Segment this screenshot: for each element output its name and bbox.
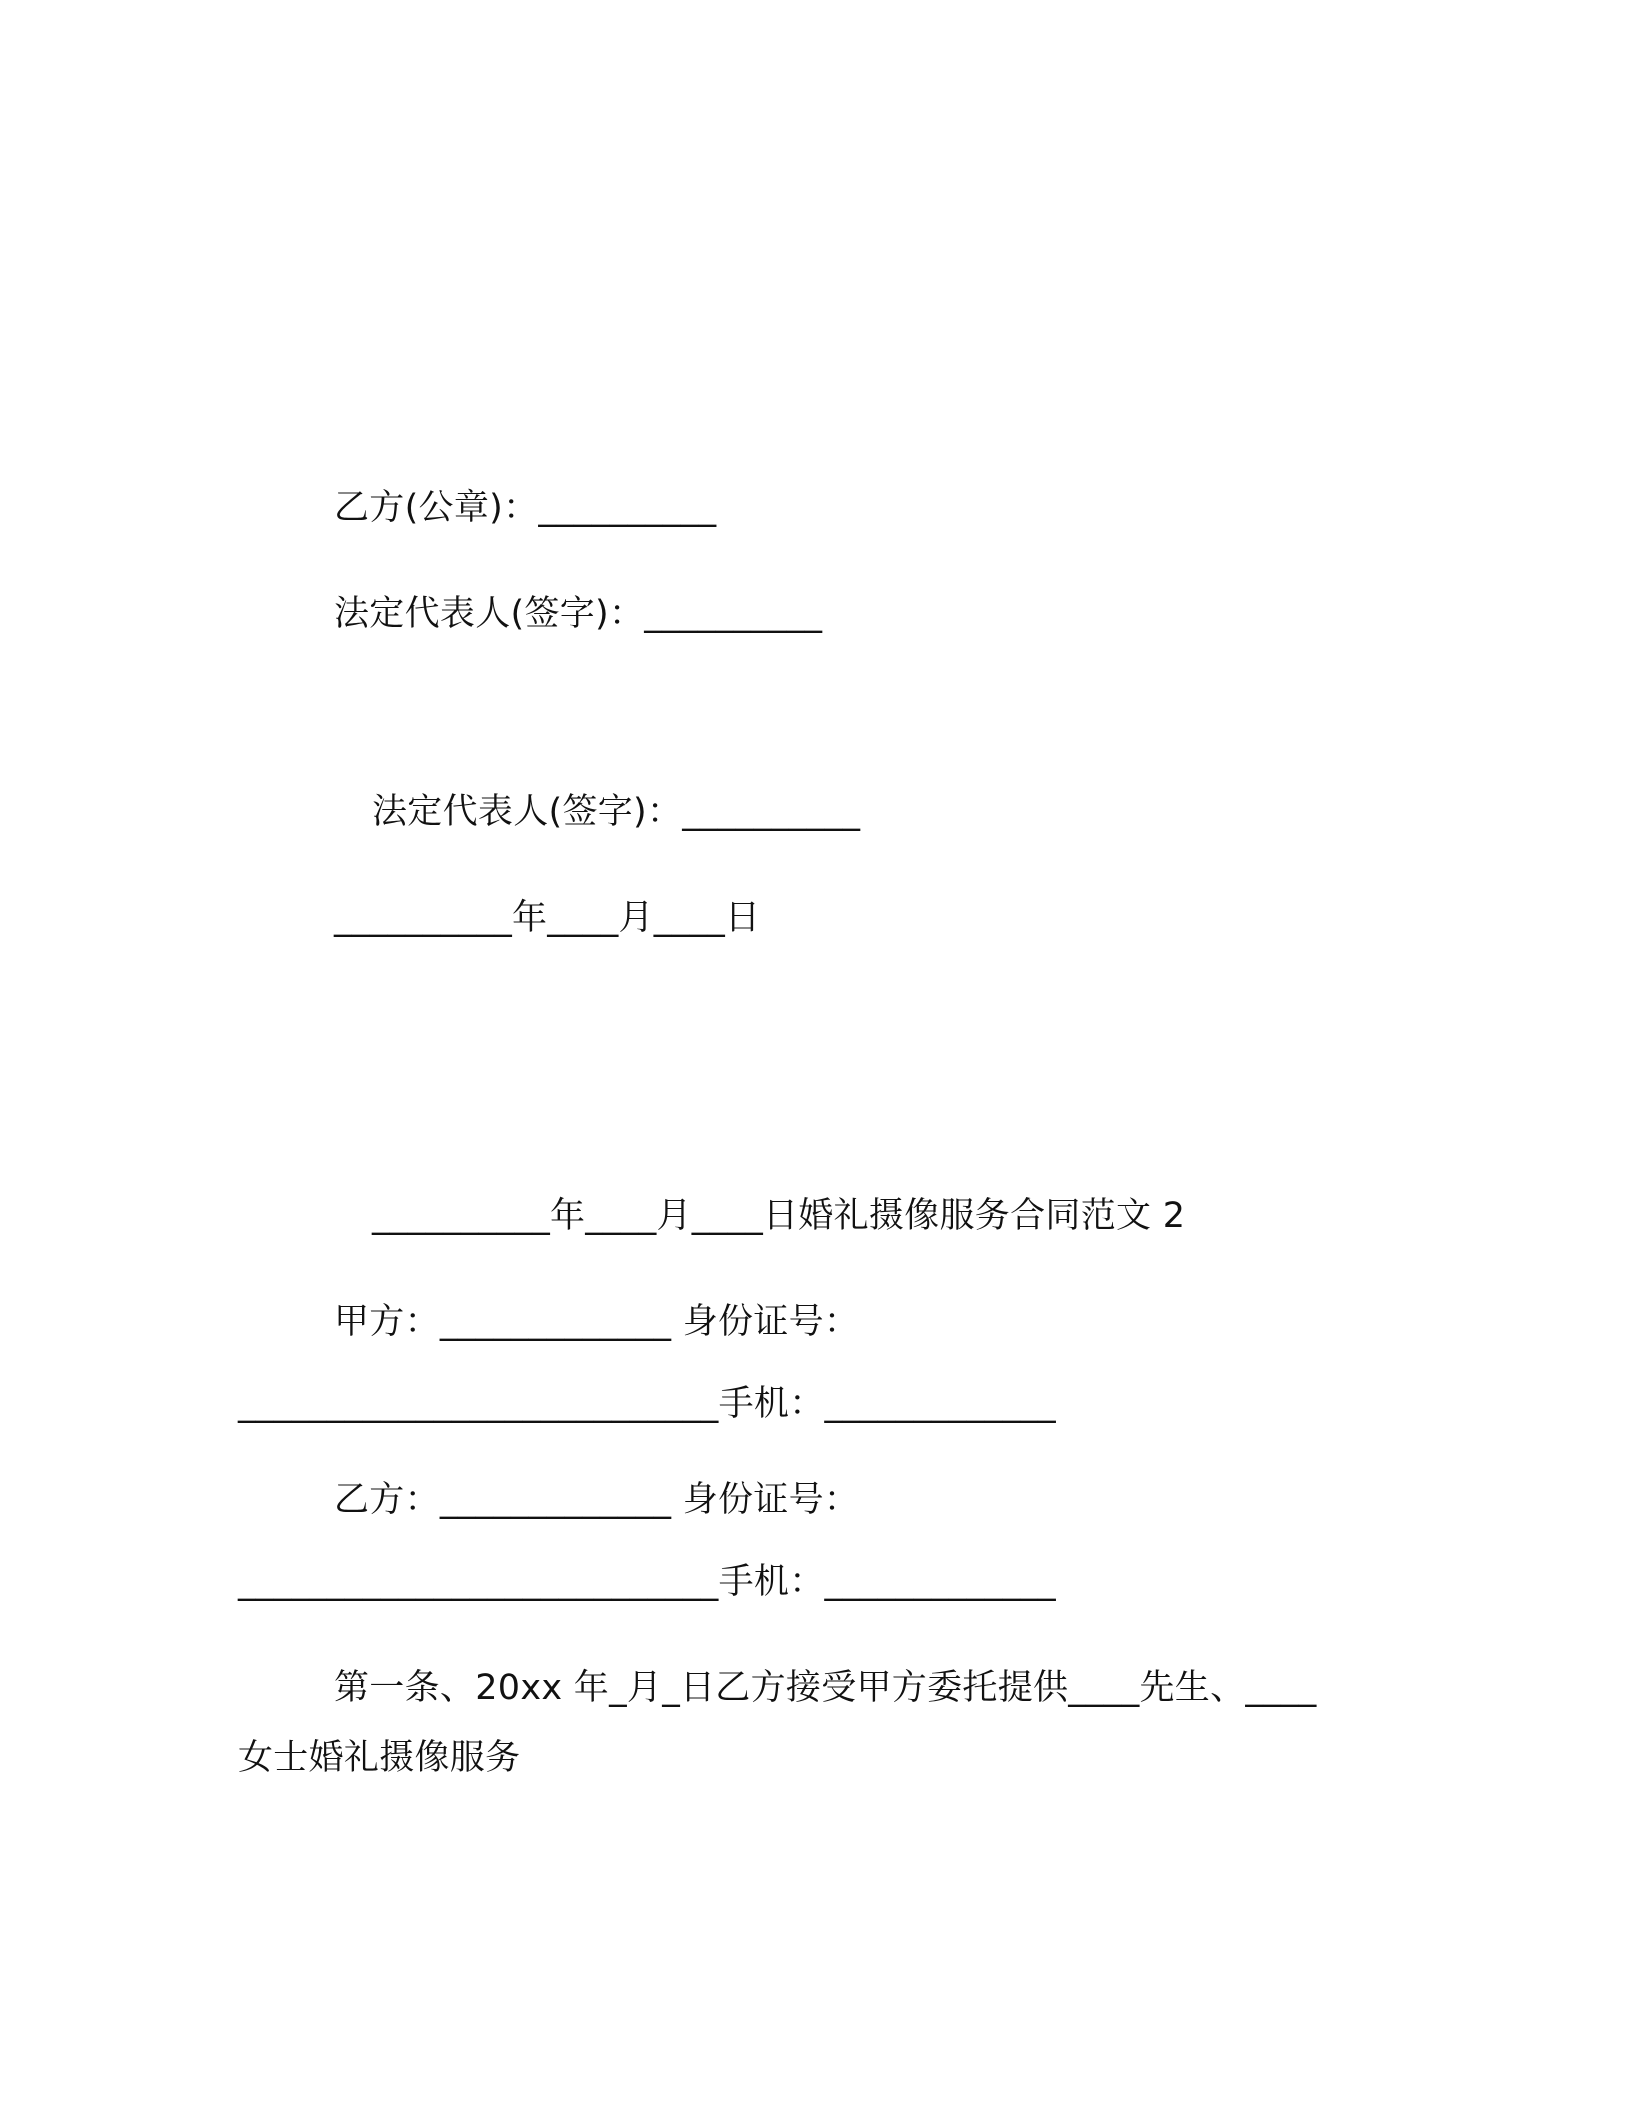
party-b-seal-line: 乙方(公章)：__________ [334, 488, 717, 528]
date-line: __________年____月____日 [334, 898, 761, 938]
party-b-name-id-line: 乙方：_____________ 身份证号： [334, 1480, 860, 1520]
contract-title: __________年____月____日婚礼摄像服务合同范文 2 [372, 1196, 1186, 1236]
party-a-phone-line: ___________________________手机：_____________ [238, 1384, 1056, 1424]
article-one-line-2: 女士婚礼摄像服务 [238, 1738, 521, 1778]
legal-rep-signature-line-2: 法定代表人(签字)：__________ [372, 792, 861, 832]
legal-rep-signature-line: 法定代表人(签字)：__________ [334, 594, 823, 634]
party-a-name-id-line: 甲方：_____________ 身份证号： [334, 1302, 860, 1342]
party-b-phone-line: ___________________________手机：_____________ [238, 1562, 1056, 1602]
article-one-line-1: 第一条、20xx 年_月_日乙方接受甲方委托提供____先生、____ [334, 1668, 1317, 1708]
